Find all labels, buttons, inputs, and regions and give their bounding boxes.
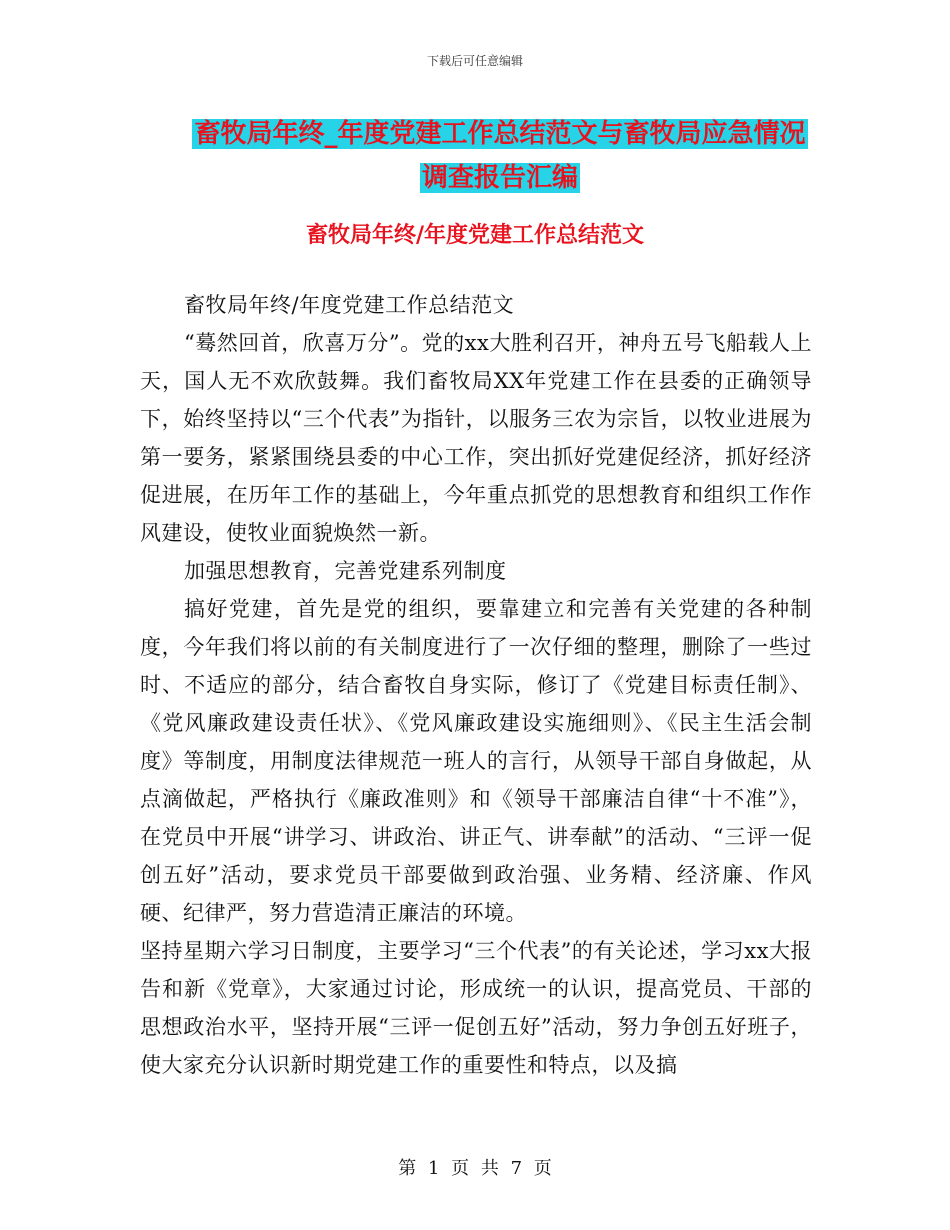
paragraph-study-day: 坚持星期六学习日制度，主要学习“三个代表”的有关论述，学习xx大报告和新《党章》，大家通过讨论，形成统一的认识，提高党员、干部的思想政治水平，坚持开展“三评一促创五好”活动，努力争创五好班子，使大家充分认识新时期党建工作的重要性和特点，以及搞: [140, 939, 812, 1077]
document-title-line-1: 畜牧局年终_年度党建工作总结范文与畜牧局应急情况: [194, 119, 806, 149]
paragraph-system-building: 搞好党建，首先是党的组织，要靠建立和完善有关党建的各种制度，今年我们将以前的有关制度进行了一次仔细的整理，删除了一些过时、不适应的部分，结合畜牧自身实际，修订了《党建目标责任制》、《党风廉政建设责任状》、《党风廉政建设实施细则》、《民主生活会制度》等制度，用制度法律规范一班人的言行，从领导干部自身做起，从点滴做起，严格执行《廉政准则》和《领导干部廉洁自律“十不准”》，在党员中开展“讲学习、讲政治、讲正气、讲奉献”的活动、“三评一促创五好”活动，要求党员干部要做到政治强、业务精、经济廉、作风硬、纪律严，努力营造清正廉洁的环境。: [140, 597, 812, 925]
paragraph-intro: “蓦然回首，欣喜万分”。党的xx大胜利召开，神舟五号飞船载人上天，国人无不欢欣鼓舞。我们畜牧局XX年党建工作在县委的正确领导下，始终坚持以“三个代表”为指针，以服务三农为宗旨，以牧业进展为第一要务，紧紧围绕县委的中心工作，突出抓好党建促经济，抓好经济促进展，在历年工作的基础上，今年重点抓党的思想教育和组织工作作风建设，使牧业面貌焕然一新。: [140, 331, 812, 545]
section-title: 畜牧局年终/年度党建工作总结范文: [305, 222, 645, 248]
page-number-footer: 第 1 页 共 7 页: [398, 1158, 552, 1179]
document-title-line-2: 调查报告汇编: [421, 163, 578, 193]
document-body: [140, 286, 812, 1084]
document-title: [140, 112, 860, 200]
paragraph-heading-1: 畜牧局年终/年度党建工作总结范文: [184, 293, 515, 317]
page-header-note: 下载后可任意编辑: [426, 54, 523, 68]
paragraph-heading-2: 加强思想教育，完善党建系列制度: [184, 559, 507, 583]
